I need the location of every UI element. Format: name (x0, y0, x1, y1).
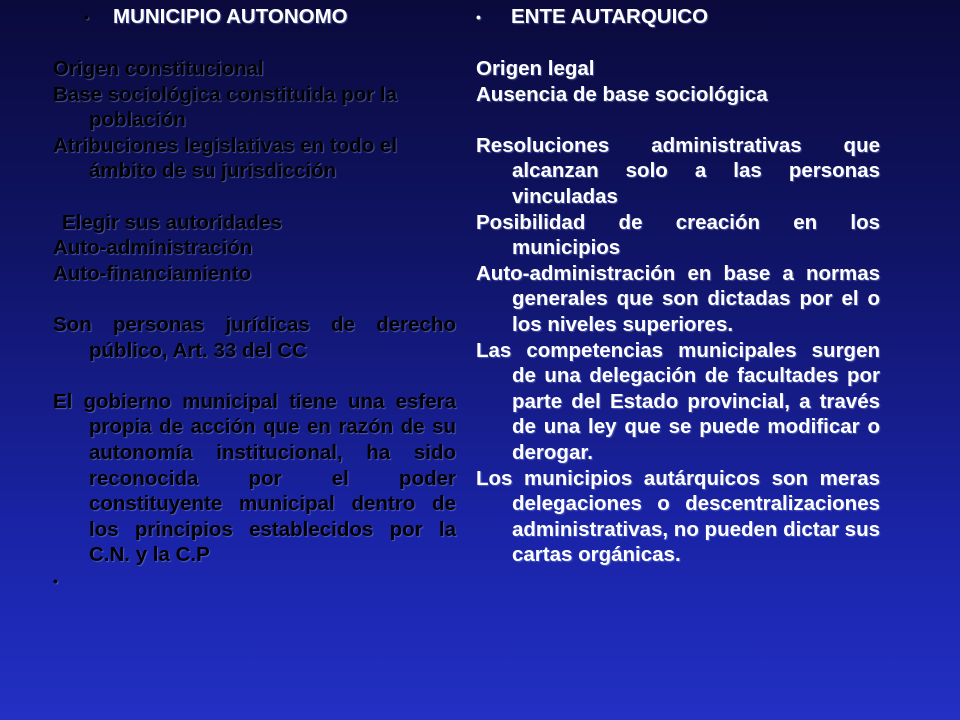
left-title-row (53, 4, 456, 30)
right-item: Posibilidad de creación en los municipios (476, 210, 880, 260)
right-column (476, 4, 880, 568)
right-item: Auto-administración en base a normas generales que son dictadas por el o los niveles superiores. (476, 261, 880, 336)
bullet-icon: • (53, 572, 58, 589)
spacer (53, 363, 456, 389)
left-item: Base sociológica constituida por la población (53, 82, 398, 132)
trailing-bullet-row (53, 568, 456, 594)
right-item: Las competencias municipales surgen de una delegación de facultades por parte del Estado provincial, a través de una ley que se puede modificar o derogar. (476, 338, 880, 464)
right-item: Origen legal (476, 57, 595, 80)
left-column (53, 4, 456, 594)
left-item: Elegir sus autoridades (62, 210, 282, 234)
spacer (53, 286, 456, 312)
left-item: Son personas jurídicas de derecho público, Art. 33 del CC (53, 312, 456, 362)
right-item: Los municipios autárquicos son meras delegaciones o descentralizaciones administrativas, no pueden dictar sus cartas orgánicas. (476, 466, 880, 567)
bullet-icon: • (476, 9, 481, 25)
right-title: ENTE AUTARQUICO (511, 5, 709, 28)
spacer (53, 184, 456, 210)
right-item: Resoluciones administrativas que alcanzan solo a las personas vinculadas (476, 133, 880, 208)
left-item: El gobierno municipal tiene una esfera propia de acción que en razón de su autonomía institucional, ha sido reconocida por el poder constituyente municipal dentro de los principios establecidos por la C.N. y la C.P (53, 389, 456, 567)
right-title-row (476, 4, 880, 30)
left-item: Auto-administración (53, 236, 253, 260)
left-item: Auto-financiamiento (53, 261, 252, 285)
left-title: MUNICIPIO AUTONOMO (113, 5, 348, 28)
spacer (476, 107, 880, 133)
left-item: Atribuciones legislativas en todo el ámbito de su jurisdicción (53, 133, 398, 183)
left-item: Origen constitucional (53, 57, 264, 80)
right-item: Ausencia de base sociológica (476, 82, 768, 106)
bullet-icon: • (84, 9, 89, 25)
